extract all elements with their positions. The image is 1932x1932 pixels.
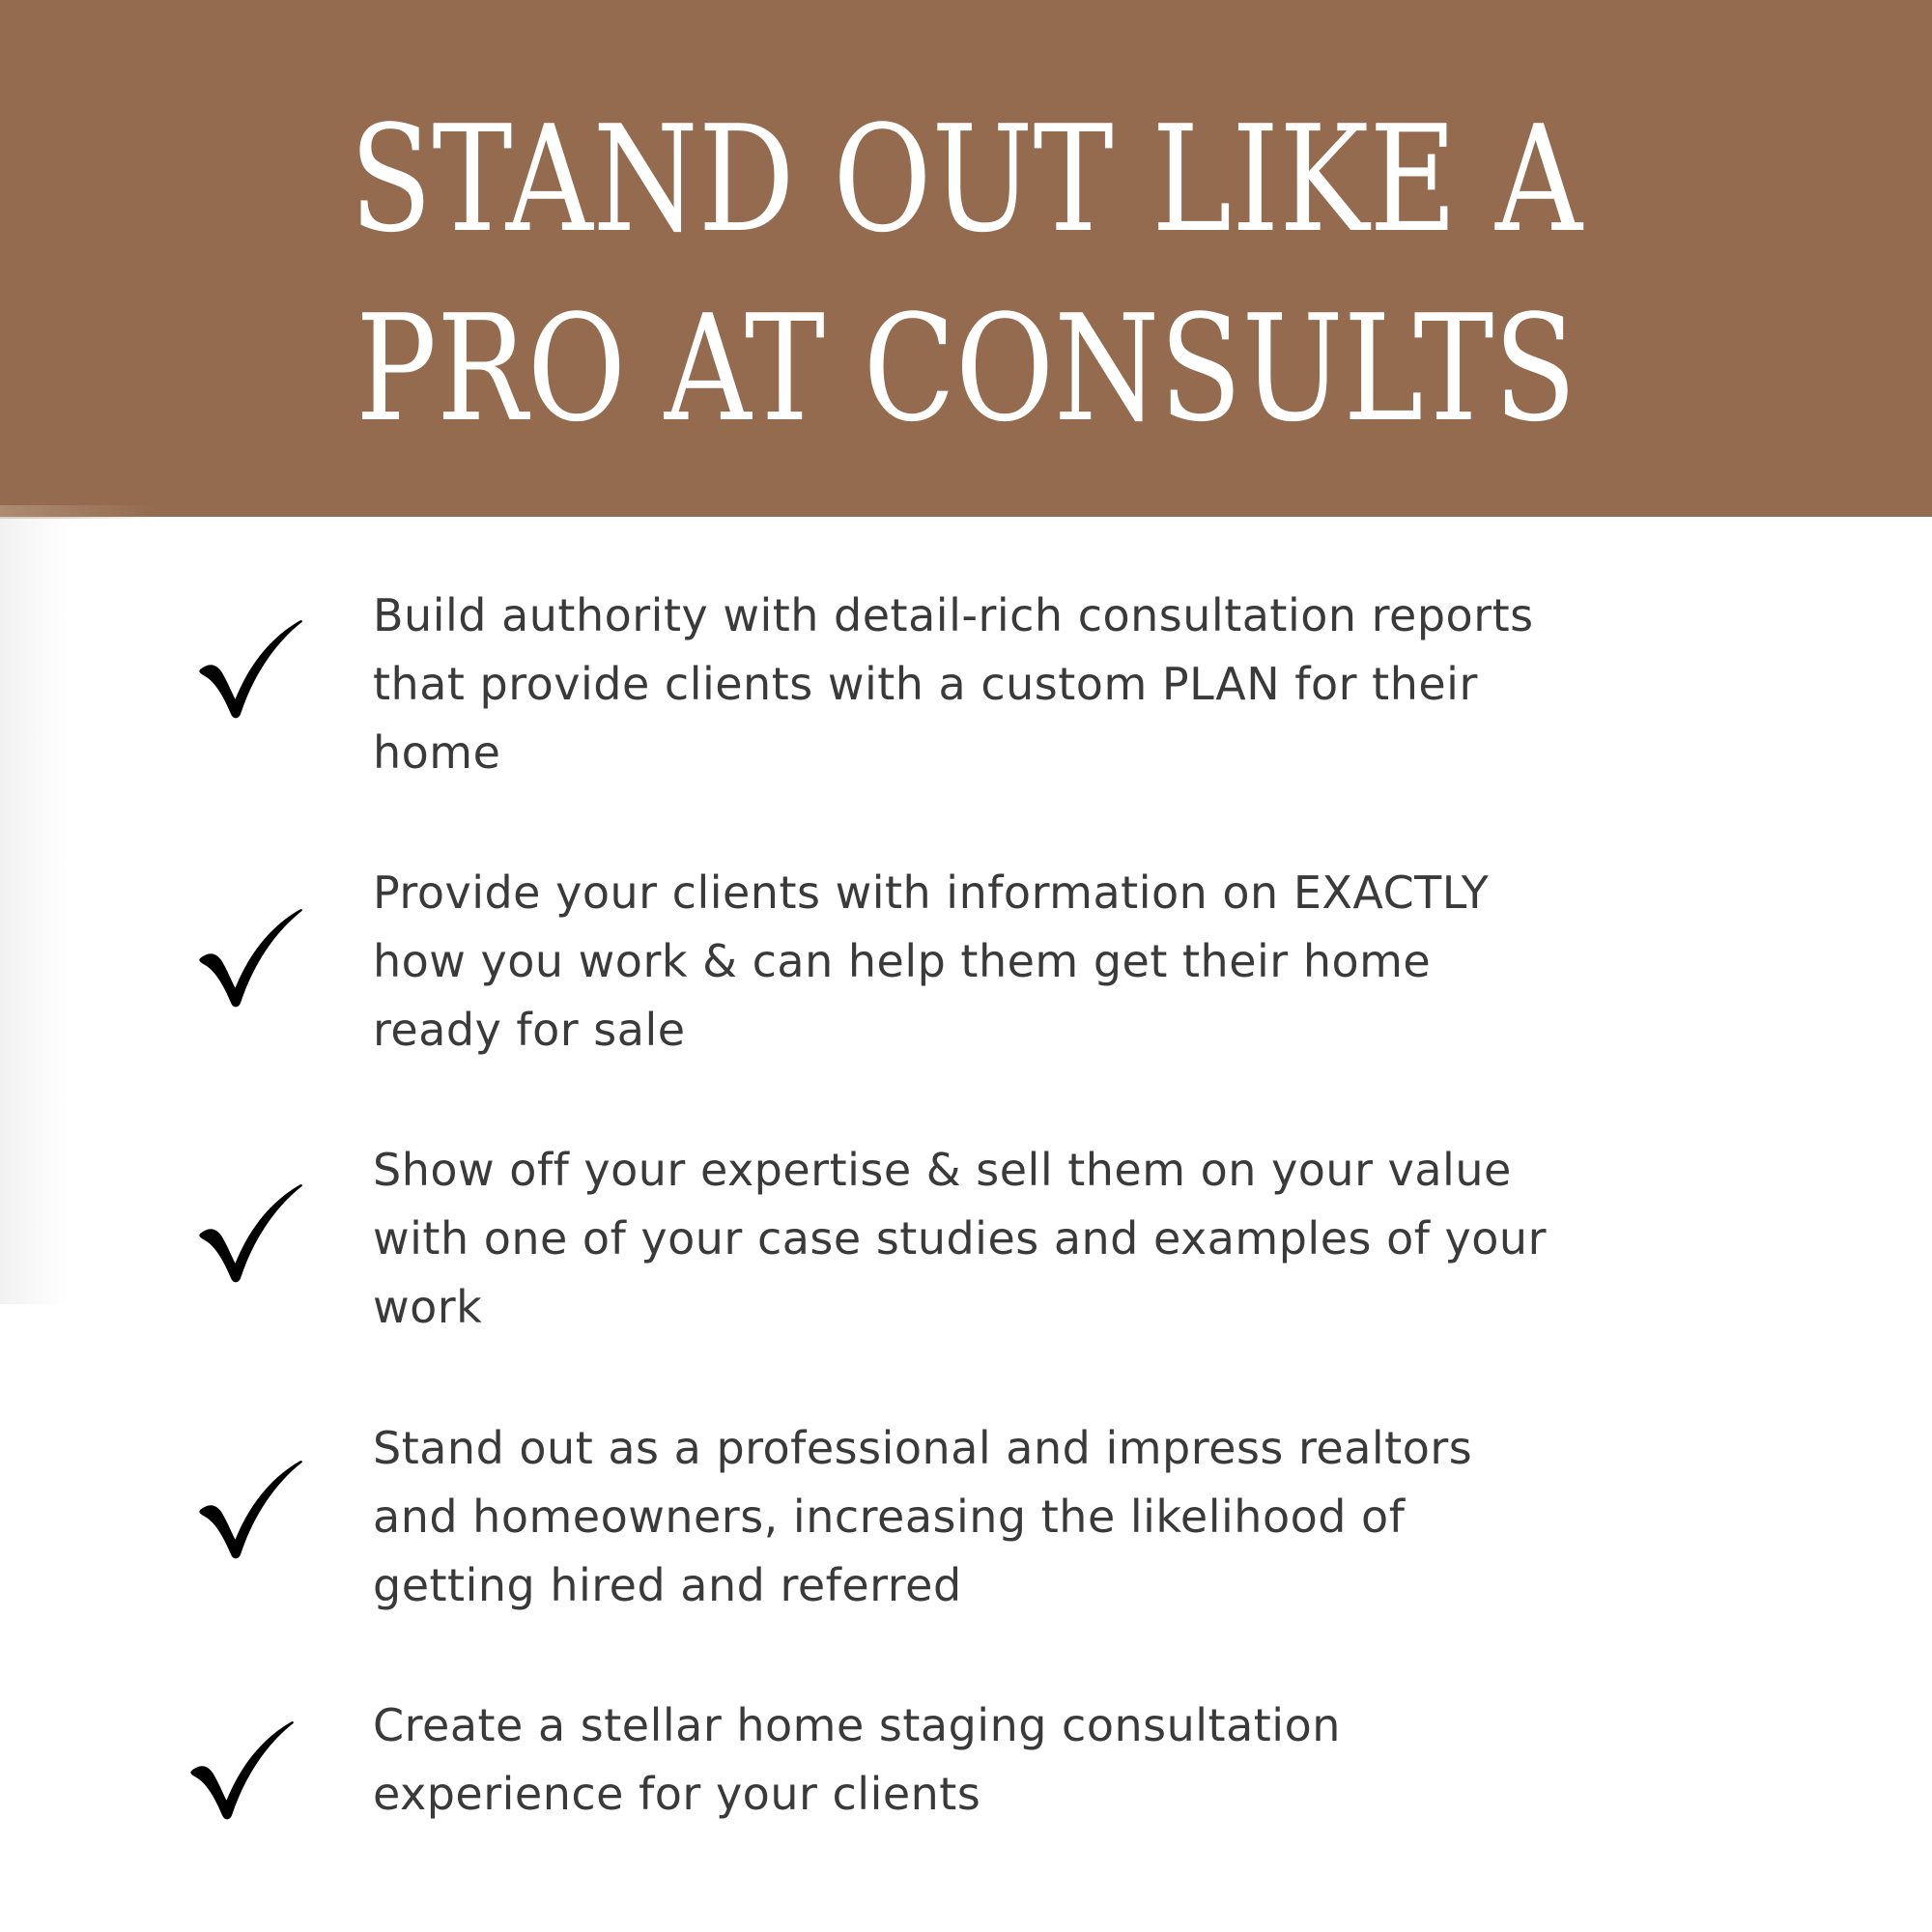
benefit-text: Provide your clients with information on EXACTLY how you work & can help them get their home ready for sale (373, 867, 1490, 1056)
benefit-text: Create a stellar home staging consultation experience for your clients (373, 1699, 1341, 1820)
benefit-text: Build authority with detail-rich consultation reports that provide clients with a custom PLAN for their home (373, 589, 1534, 779)
checkmark-icon (189, 1718, 296, 1824)
checkmark-icon (198, 1457, 304, 1563)
benefit-text: Show off your expertise & sell them on your value with one of your case studies and examples of your work (373, 1144, 1547, 1333)
benefit-text: Stand out as a professional and impress realtors and homeowners, increasing the likelihood of getting hired and referred (373, 1422, 1473, 1611)
checkmark-icon (198, 1180, 304, 1287)
page-title-line-2: PRO AT CONSULTS (355, 283, 1577, 454)
page-title-line-1: STAND OUT LIKE A (349, 94, 1583, 265)
checkmark-icon (198, 616, 304, 723)
checkmark-icon (198, 905, 304, 1011)
